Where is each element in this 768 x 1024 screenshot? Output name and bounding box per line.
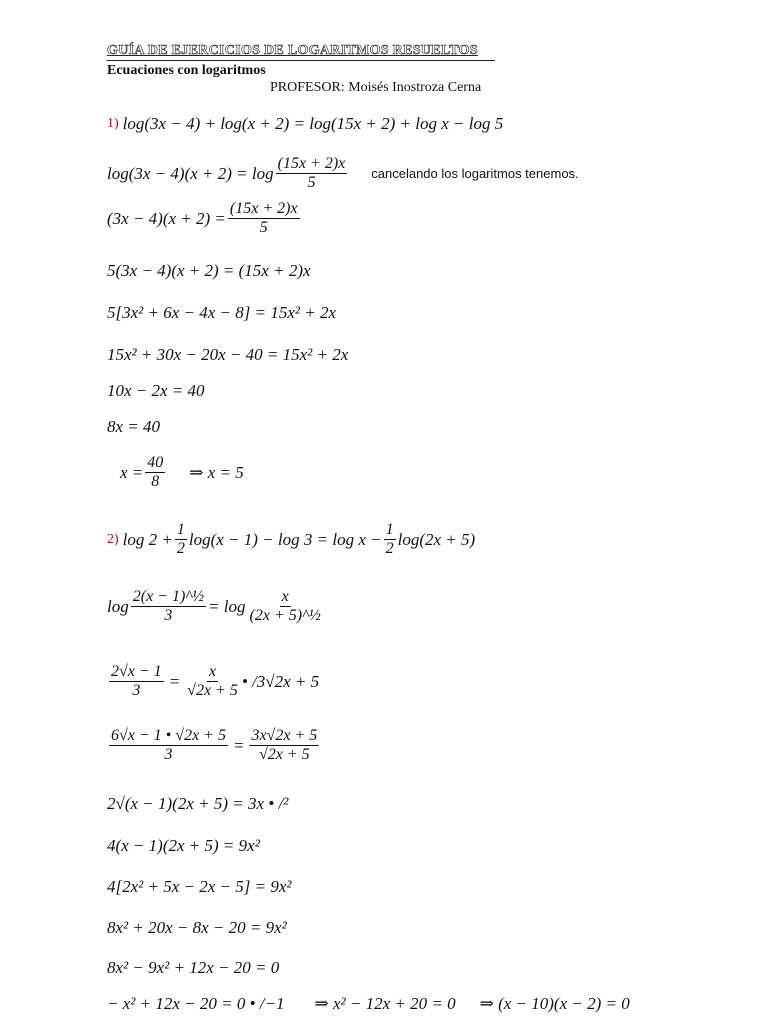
numerator: 6√x − 1 • √2x + 5 [109, 727, 228, 746]
equation-lhs: x = [120, 462, 144, 482]
problem-1-number: 1) [107, 116, 119, 131]
problem-2-step-6: 4[2x² + 5x − 2x − 5] = 9x² [107, 877, 292, 896]
log-label: log [107, 596, 129, 616]
problem-2-step-3: $\frac{6√x - 1 • √2x + 5}{3}$ = $\frac{3x√2x + 5}{√2x + 5}$ [111, 727, 318, 764]
denominator: 3 [132, 682, 141, 700]
numerator: 1 [175, 521, 187, 540]
denominator: (2x + 5)^½ [249, 607, 321, 625]
numerator: x [280, 588, 291, 607]
denominator: 5 [259, 219, 268, 237]
denominator: 8 [151, 473, 160, 491]
numerator: 1 [384, 521, 396, 540]
fraction [131, 588, 206, 626]
solution-result: ⇒ x = 5 [189, 462, 244, 482]
fraction [145, 454, 165, 492]
numerator: 2√x − 1 [109, 663, 164, 682]
fraction [228, 200, 300, 238]
problem-1-step-3: 5(3x − 4)(x + 2) = (15x + 2)x [107, 261, 311, 280]
fraction [175, 521, 187, 559]
fraction [185, 663, 240, 701]
denominator: 3 [164, 607, 173, 625]
equation-part: ⇒ x² − 12x + 20 = 0 [314, 994, 456, 1013]
equation-lhs: (3x − 4)(x + 2) = [107, 208, 226, 228]
fraction [248, 588, 323, 626]
fraction [109, 727, 228, 765]
denominator: 5 [307, 174, 316, 192]
denominator: √2x + 5 [259, 746, 310, 764]
equation-part: = log [208, 596, 246, 616]
numerator: (15x + 2)x [276, 155, 348, 174]
equation-text: log(3x − 4) + log(x + 2) = log(15x + 2) + log x − log 5 [122, 114, 504, 133]
numerator: 2(x − 1)^½ [131, 588, 206, 607]
equation-part: ⇒ (x − 10)(x − 2) = 0 [479, 994, 630, 1013]
problem-1-step-5: 15x² + 30x − 20x − 40 = 15x² + 2x [107, 345, 349, 364]
problem-2-step-5: 4(x − 1)(2x + 5) = 9x² [107, 836, 260, 855]
problem-1-step-4: 5[3x² + 6x − 4x − 8] = 15x² + 2x [107, 303, 337, 322]
fraction [276, 155, 348, 193]
problem-1-statement [107, 114, 503, 134]
numerator: (15x + 2)x [228, 200, 300, 219]
problem-1-step-8 [120, 454, 244, 492]
section-subtitle: Ecuaciones con logaritmos [107, 63, 266, 78]
problem-2-step-1 [107, 588, 325, 626]
fraction [249, 727, 319, 765]
denominator: 2 [176, 540, 185, 558]
denominator: 3 [164, 746, 173, 764]
teacher-name: PROFESOR: Moisés Inostroza Cerna [270, 80, 482, 95]
problem-1-step-2 [107, 200, 302, 238]
problem-1-step-7: 8x = 40 [107, 417, 161, 436]
equation-part: log(2x + 5) [397, 529, 476, 549]
equation-part: • /3√2x + 5 [241, 671, 320, 691]
problem-1-step-1 [107, 155, 579, 193]
problem-2-step-4: 2√(x − 1)(2x + 5) = 3x • /² [107, 794, 289, 813]
problem-2-number: 2) [107, 531, 119, 547]
equation-part: log(x − 1) − log 3 = log x − [188, 529, 382, 549]
problem-2-step-8: 8x² − 9x² + 12x − 20 = 0 [107, 958, 280, 977]
title-divider [107, 60, 495, 61]
problem-2-step-2: $\frac{2√x - 1}{3}$ = $\frac{x}{√2x + 5}$ • /3√2x + 5 [111, 663, 320, 700]
step-note: cancelando los logaritmos tenemos. [371, 166, 579, 182]
document-title: GUÍA DE EJERCICIOS DE LOGARITMOS RESUELTOS [107, 43, 478, 58]
problem-1-step-6: 10x − 2x = 40 [107, 381, 205, 400]
equation-lhs: log(3x − 4)(x + 2) = log [107, 163, 274, 183]
problem-2-step-7: 8x² + 20x − 8x − 20 = 9x² [107, 918, 287, 937]
equation-part: − x² + 12x − 20 = 0 • /−1 [107, 994, 285, 1013]
fraction [384, 521, 396, 559]
equation-part: log 2 + [122, 529, 173, 549]
numerator: 3x√2x + 5 [249, 727, 319, 746]
numerator: 40 [145, 454, 165, 473]
problem-2-step-9 [107, 994, 630, 1014]
numerator: x [207, 663, 218, 682]
problem-2-statement [107, 521, 475, 559]
fraction [109, 663, 164, 701]
denominator: √2x + 5 [187, 682, 238, 700]
denominator: 2 [385, 540, 394, 558]
